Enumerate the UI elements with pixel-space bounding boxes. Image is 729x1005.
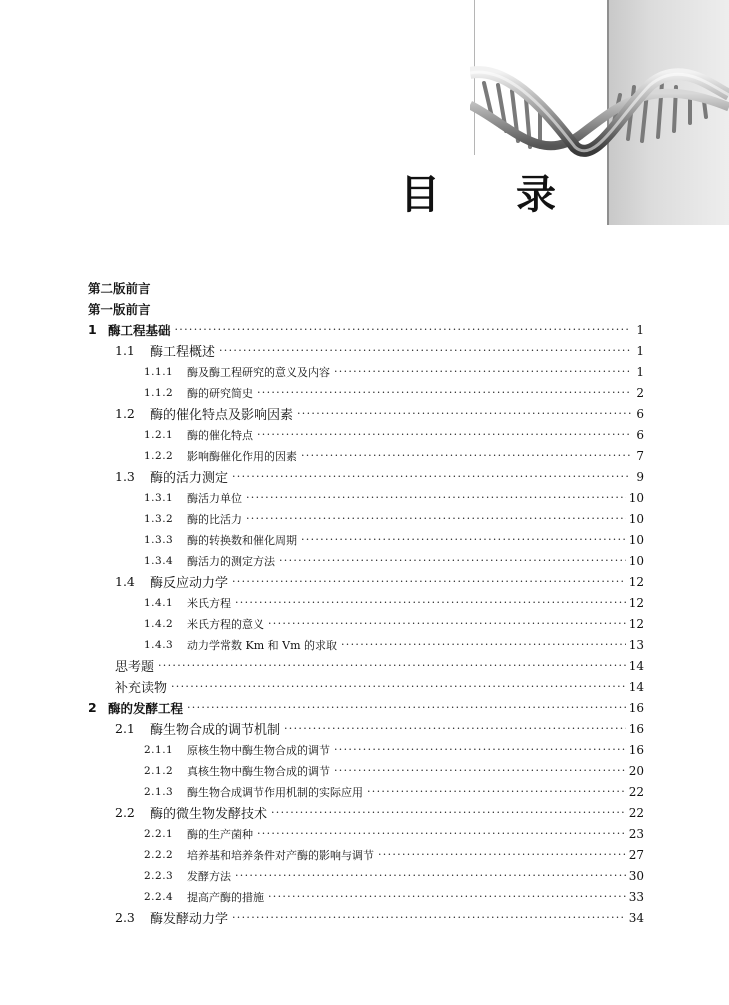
toc-page-number: 1 (636, 364, 644, 379)
toc-entry-number: 1 (88, 322, 97, 337)
toc-entry-number: 1.3.1 (144, 491, 174, 504)
toc-leader-dots (334, 739, 626, 760)
dna-helix-image (470, 55, 729, 165)
toc-leader-dots (232, 571, 626, 592)
toc-entry-label: 酶工程基础 (108, 322, 171, 338)
toc-entry[interactable] (88, 571, 644, 592)
toc-page-number: 10 (628, 532, 644, 547)
toc-page-number: 12 (628, 595, 644, 610)
title-char-1: 目 (400, 172, 440, 218)
toc-entry[interactable] (88, 823, 644, 844)
toc-entry[interactable] (88, 718, 644, 739)
toc-entry-label: 酶的比活力 (187, 512, 242, 526)
toc-entry-label: 米氏方程的意义 (187, 617, 264, 631)
toc-entry[interactable] (88, 340, 644, 361)
toc-entry-number: 1.1 (115, 343, 135, 358)
toc-leader-dots (257, 424, 631, 445)
toc-entry-number: 1.3.3 (144, 533, 174, 546)
toc-entry[interactable] (88, 508, 644, 529)
toc-page-number: 16 (628, 721, 644, 736)
toc-leader-dots (341, 634, 626, 655)
toc-entry[interactable] (88, 613, 644, 634)
toc-page-number: 34 (628, 910, 644, 925)
toc-page-number: 16 (628, 700, 644, 715)
toc-entry-label: 动力学常数 Km 和 Vm 的求取 (187, 638, 338, 652)
toc-entry-label: 真核生物中酶生物合成的调节 (187, 764, 330, 778)
toc-entry-label: 思考题 (115, 660, 155, 675)
toc-entry-label: 第一版前言 (88, 301, 151, 317)
toc-entry[interactable] (88, 844, 644, 865)
toc-entry-label: 酶的活力测定 (150, 471, 229, 486)
toc-leader-dots (171, 676, 626, 697)
toc-page-number: 10 (628, 553, 644, 568)
toc-entry-number: 1.4.2 (144, 617, 174, 630)
toc-leader-dots (187, 697, 626, 718)
toc-entry-label: 发酵方法 (187, 869, 231, 883)
toc-entry-number: 1.4.1 (144, 596, 174, 609)
toc-entry-label: 酶及酶工程研究的意义及内容 (187, 365, 330, 379)
toc-entry-label: 影响酶催化作用的因素 (187, 449, 297, 463)
toc-entry-label: 酶的催化特点 (187, 428, 253, 442)
toc-entry-label: 补充读物 (115, 681, 168, 696)
toc-leader-dots (235, 592, 626, 613)
toc-entry-number: 1.2.1 (144, 428, 174, 441)
toc-entry-number: 2.1.2 (144, 764, 174, 777)
toc-entry-number: 1.2.2 (144, 449, 174, 462)
toc-entry-label: 培养基和培养条件对产酶的影响与调节 (187, 848, 374, 862)
toc-page-number: 12 (628, 574, 644, 589)
toc-entry-number: 2.1.3 (144, 785, 174, 798)
toc-page-number: 10 (628, 511, 644, 526)
toc-entry[interactable] (88, 802, 644, 823)
toc-page-number: 23 (628, 826, 644, 841)
toc-entry-number: 2.1 (115, 721, 135, 736)
toc-entry-number: 2.2.3 (144, 869, 174, 882)
toc-entry-number: 1.4 (115, 574, 135, 589)
toc-page-number: 30 (628, 868, 644, 883)
toc-entry[interactable] (88, 550, 644, 571)
toc-page-number: 9 (636, 469, 644, 484)
toc-leader-dots (334, 760, 626, 781)
toc-leader-dots (232, 466, 631, 487)
toc-entry-label: 酶的研究简史 (187, 386, 253, 400)
toc-page-number: 1 (636, 343, 644, 358)
toc-entry-number: 2.2.1 (144, 827, 174, 840)
toc-entry-number: 1.2 (115, 406, 135, 421)
toc-entry[interactable] (88, 592, 644, 613)
toc-entry[interactable] (88, 319, 644, 340)
toc-page-number: 20 (628, 763, 644, 778)
toc-leader-dots (232, 907, 626, 928)
table-of-contents (88, 277, 644, 928)
toc-leader-dots (268, 613, 626, 634)
toc-page-number: 27 (628, 847, 644, 862)
toc-entry-label: 酶的催化特点及影响因素 (150, 408, 294, 423)
toc-leader-dots (246, 508, 626, 529)
page-title (400, 172, 590, 220)
toc-entry[interactable] (88, 760, 644, 781)
toc-leader-dots (268, 886, 626, 907)
toc-entry[interactable] (88, 466, 644, 487)
toc-entry-label: 酶活力的测定方法 (187, 554, 275, 568)
toc-entry[interactable] (88, 865, 644, 886)
toc-entry[interactable] (88, 382, 644, 403)
toc-entry-number: 2.2 (115, 805, 135, 820)
toc-leader-dots (235, 865, 626, 886)
toc-page-number: 6 (636, 406, 644, 421)
toc-entry[interactable] (88, 781, 644, 802)
toc-entry-number: 2 (88, 700, 97, 715)
toc-entry-number: 1.1.1 (144, 365, 174, 378)
title-char-2: 录 (516, 172, 556, 218)
toc-entry[interactable] (88, 886, 644, 907)
toc-page-number: 33 (628, 889, 644, 904)
toc-entry-label: 酶生物合成调节作用机制的实际应用 (187, 785, 363, 799)
toc-entry-label: 提高产酶的措施 (187, 890, 264, 904)
toc-page-number: 10 (628, 490, 644, 505)
toc-page-number: 6 (636, 427, 644, 442)
toc-entry[interactable] (88, 298, 644, 319)
toc-page-number: 12 (628, 616, 644, 631)
toc-entry[interactable] (88, 277, 644, 298)
toc-entry[interactable] (88, 739, 644, 760)
toc-entry[interactable] (88, 907, 644, 928)
toc-entry-number: 2.2.4 (144, 890, 174, 903)
toc-leader-dots (367, 781, 626, 802)
toc-entry-label: 酶的转换数和催化周期 (187, 533, 297, 547)
toc-page-number: 2 (636, 385, 644, 400)
toc-entry-number: 1.4.3 (144, 638, 174, 651)
toc-page-number: 13 (628, 637, 644, 652)
toc-entry[interactable] (88, 403, 644, 424)
toc-entry-number: 2.1.1 (144, 743, 174, 756)
toc-leader-dots (219, 340, 631, 361)
toc-leader-dots (297, 403, 631, 424)
toc-leader-dots (334, 361, 631, 382)
toc-entry-number: 1.3 (115, 469, 135, 484)
toc-leader-dots (158, 655, 626, 676)
toc-entry-number: 1.3.4 (144, 554, 174, 567)
toc-entry-label: 酶发酵动力学 (150, 912, 229, 927)
toc-page-number: 1 (636, 322, 644, 337)
toc-leader-dots (279, 550, 626, 571)
toc-entry[interactable] (88, 487, 644, 508)
toc-entry-label: 酶反应动力学 (150, 576, 229, 591)
toc-entry-label: 酶工程概述 (150, 345, 216, 360)
toc-page-number: 14 (628, 658, 644, 673)
toc-entry-number: 2.3 (115, 910, 135, 925)
toc-leader-dots (175, 319, 631, 340)
toc-leader-dots (271, 802, 626, 823)
toc-entry[interactable] (88, 361, 644, 382)
toc-entry[interactable] (88, 529, 644, 550)
toc-page-number: 22 (628, 784, 644, 799)
toc-entry-label: 原核生物中酶生物合成的调节 (187, 743, 330, 757)
toc-leader-dots (257, 823, 626, 844)
toc-entry[interactable] (88, 634, 644, 655)
toc-entry-number: 1.1.2 (144, 386, 174, 399)
toc-entry-label: 米氏方程 (187, 596, 231, 610)
toc-entry[interactable] (88, 655, 644, 676)
toc-entry[interactable] (88, 697, 644, 718)
toc-leader-dots (257, 382, 631, 403)
toc-entry-number: 2.2.2 (144, 848, 174, 861)
toc-entry[interactable] (88, 676, 644, 697)
toc-entry-label: 酶的微生物发酵技术 (150, 807, 268, 822)
toc-entry-label: 第二版前言 (88, 280, 151, 296)
toc-entry[interactable] (88, 445, 644, 466)
toc-page-number: 16 (628, 742, 644, 757)
toc-entry-number: 1.3.2 (144, 512, 174, 525)
toc-page-number: 22 (628, 805, 644, 820)
toc-entry-label: 酶的发酵工程 (108, 700, 184, 716)
toc-leader-dots (246, 487, 626, 508)
toc-leader-dots (301, 445, 631, 466)
toc-entry[interactable] (88, 424, 644, 445)
toc-entry-label: 酶的生产菌种 (187, 827, 253, 841)
toc-entry-label: 酶生物合成的调节机制 (150, 723, 281, 738)
toc-entry-label: 酶活力单位 (187, 491, 242, 505)
toc-page-number: 7 (636, 448, 644, 463)
toc-leader-dots (378, 844, 626, 865)
toc-page-number: 14 (628, 679, 644, 694)
toc-leader-dots (284, 718, 626, 739)
toc-leader-dots (301, 529, 626, 550)
